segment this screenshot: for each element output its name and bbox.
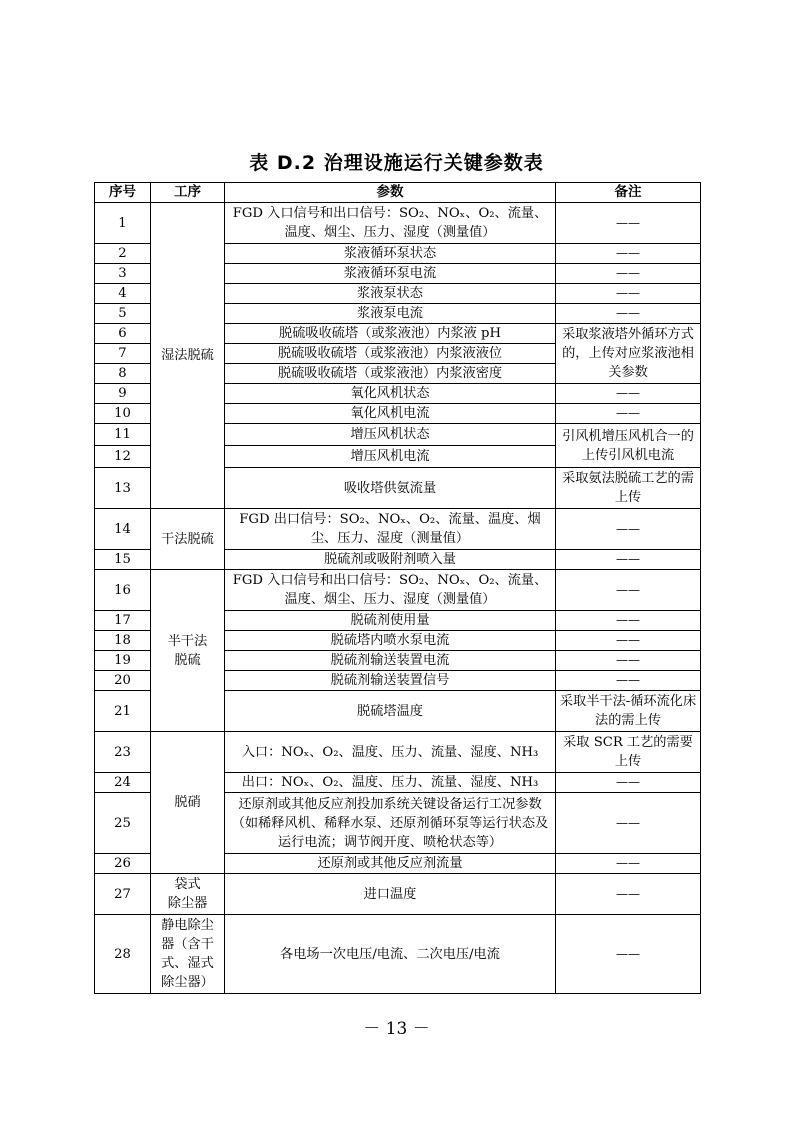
row-param: 出口：NOₓ、O₂、温度、压力、流量、湿度、NH₃ [225,773,556,793]
header-row [95,183,701,203]
header-process: 工序 [151,183,225,203]
row-remark: —— [556,915,701,994]
header-param: 参数 [225,183,556,203]
row-no: 6 [95,324,151,344]
table-row [95,570,701,611]
row-no: 9 [95,384,151,404]
row-no: 7 [95,344,151,364]
table-row [95,509,701,550]
row-param: 脱硫剂输送装置信号 [225,671,556,691]
row-no: 14 [95,509,151,550]
row-no: 4 [95,284,151,304]
row-param: 脱硫塔温度 [225,691,556,732]
row-param: FGD 入口信号和出口信号：SO₂、NOₓ、O₂、流量、温度、烟尘、压力、湿度（测量值） [225,203,556,244]
row-no: 3 [95,264,151,284]
row-param: 脱硫吸收硫塔（或浆液池）内浆液密度 [225,364,556,384]
table-row [95,874,701,915]
row-remark: —— [556,284,701,304]
row-no: 19 [95,651,151,671]
table-row [95,915,701,994]
group-esp: 静电除尘 器（含干 式、湿式 除尘器） [151,915,225,994]
row-param: 进口温度 [225,874,556,915]
row-no: 24 [95,773,151,793]
row-remark: —— [556,404,701,424]
row-remark: —— [556,264,701,284]
table-row [95,732,701,773]
row-no: 10 [95,404,151,424]
row-remark: —— [556,793,701,854]
row-no: 5 [95,304,151,324]
remark-fan: 引风机增压风机合一的上传引风机电流 [556,424,701,468]
row-remark: —— [556,631,701,651]
row-param: 浆液循环泵状态 [225,244,556,264]
row-remark: —— [556,874,701,915]
row-param: 脱硫剂或吸附剂喷入量 [225,550,556,570]
params-table [94,182,701,994]
row-no: 18 [95,631,151,651]
row-param: 脱硫吸收硫塔（或浆液池）内浆液 pH [225,324,556,344]
row-param: 还原剂或其他反应剂流量 [225,854,556,874]
row-remark: —— [556,570,701,611]
row-param: 还原剂或其他反应剂投加系统关键设备运行工况参数（如稀释风机、稀释水泵、还原剂循环泵等运行状态及运行电流；调节阀开度、喷枪状态等） [225,793,556,854]
row-param: 氧化风机状态 [225,384,556,404]
remark-slurry: 采取浆液塔外循环方式的，上传对应浆液池相关参数 [556,324,701,384]
row-remark: —— [556,854,701,874]
row-remark: —— [556,384,701,404]
row-no: 15 [95,550,151,570]
row-remark: —— [556,244,701,264]
row-no: 1 [95,203,151,244]
row-param: 脱硫剂输送装置电流 [225,651,556,671]
group-bag: 袋式 除尘器 [151,874,225,915]
row-param: 增压风机状态 [225,424,556,446]
row-no: 8 [95,364,151,384]
header-remark: 备注 [556,183,701,203]
group-wet: 湿法脱硫 [151,203,225,509]
row-no: 2 [95,244,151,264]
row-remark: —— [556,773,701,793]
row-no: 20 [95,671,151,691]
row-param: 增压风机电流 [225,446,556,468]
table-row [95,203,701,244]
row-param: 浆液泵电流 [225,304,556,324]
row-no: 17 [95,611,151,631]
row-no: 23 [95,732,151,773]
group-denox: 脱硝 [151,732,225,874]
row-param: 脱硫吸收硫塔（或浆液池）内浆液液位 [225,344,556,364]
row-no: 25 [95,793,151,854]
row-no: 26 [95,854,151,874]
row-param: 吸收塔供氨流量 [225,468,556,509]
row-param: 氧化风机电流 [225,404,556,424]
row-remark: —— [556,651,701,671]
row-remark: —— [556,509,701,550]
table-title: 表 D.2 治理设施运行关键参数表 [249,152,544,174]
row-param: FGD 出口信号：SO₂、NOₓ、O₂、流量、温度、烟尘、压力、湿度（测量值） [225,509,556,550]
row-no: 16 [95,570,151,611]
row-remark: —— [556,550,701,570]
remark-cfb: 采取半干法-循环流化床法的需上传 [556,691,701,732]
row-param: 浆液循环泵电流 [225,264,556,284]
row-no: 12 [95,446,151,468]
remark-ammonia: 采取氨法脱硫工艺的需上传 [556,468,701,509]
header-seq: 序号 [95,183,151,203]
row-no: 11 [95,424,151,446]
remark-scr: 采取 SCR 工艺的需要上传 [556,732,701,773]
row-no: 28 [95,915,151,994]
row-param: 各电场一次电压/电流、二次电压/电流 [225,915,556,994]
row-no: 27 [95,874,151,915]
row-remark: —— [556,611,701,631]
group-semidry: 半干法 脱硫 [151,570,225,732]
row-no: 21 [95,691,151,732]
row-remark: —— [556,203,701,244]
row-param: 入口：NOₓ、O₂、温度、压力、流量、湿度、NH₃ [225,732,556,773]
row-param: 脱硫剂使用量 [225,611,556,631]
row-param: 脱硫塔内喷水泵电流 [225,631,556,651]
row-param: FGD 入口信号和出口信号：SO₂、NOₓ、O₂、流量、温度、烟尘、压力、湿度（测量值） [225,570,556,611]
row-param: 浆液泵状态 [225,284,556,304]
row-no: 13 [95,468,151,509]
page-number: － 13 － [363,1019,430,1039]
row-remark: —— [556,304,701,324]
group-dry: 干法脱硫 [151,509,225,570]
row-remark: —— [556,671,701,691]
